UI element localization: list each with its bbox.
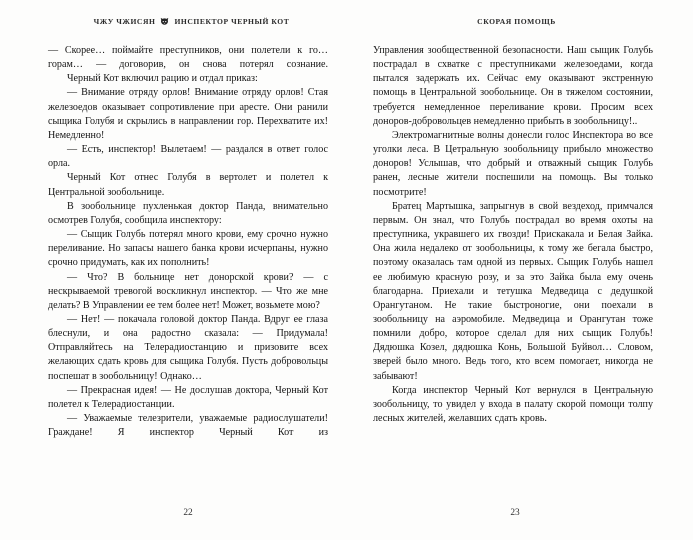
paragraph: — Прекрасная идея! — Не дослушав доктора, Черный Кот полетел к Телерадиостанции. (48, 384, 328, 410)
running-head-title: ИНСПЕКТОР ЧЕРНЫЙ КОТ (174, 16, 290, 26)
paragraph: Управления зообщественной безопасности. Наш сыщик Голубь пострадал в схватке с преступниками железоедами, когда пытался задержать их. Сейчас ему оказывают экстренную помощь в Центральной зообольнице. Он в тяжелом состоянии, требуется немедленное переливание крови. Просим всех доноров-добровольцев немедленно прибыть в зообольницу!.. (373, 45, 653, 127)
page-number-right: 23 (510, 508, 520, 518)
paragraph: — Что? В больнице нет донорской крови? — с нескрываемой тревогой воскликнул инспектор. — Что же мне делать? В Управлении ее тем более нет! Может, возьмете мою? (48, 271, 328, 311)
paragraph: — Есть, инспектор! Вылетаем! — раздался в ответ голос орла. (48, 144, 328, 170)
paragraph: Братец Мартышка, запрыгнув в свой вездеход, примчался первым. Он знал, что Голубь пострадал во время охоты на преступника, укравшего их гвозди! Прискакала и Белая Зайка. Она жила недалеко от зообольницы, к тому же бегала быстро, поэтому оказалась там одной из первых. Сыщик Голубь нашел ее любимую красную розу, и за это Зайка была ему очень благодарна. Приехали и тетушка Медведица с дедушкой Орангутаном. Не такие быстроногие, они поехали в зообольницу на аэромобиле. Медведица и Орангутан тоже помнили добро, которое сделал для них сыщик Голубь! Дядюшка Козел, дядюшка Конь, Большой Буйвол… Словом, зверей было много. Ведь того, кто всем помогает, никогда не забывают! (373, 200, 653, 382)
running-head-author: ЧЖУ ЧЖИСЯН (93, 16, 156, 26)
paragraph: — Уважаемые телезрители, уважаемые радиослушатели! Граждане! Я инспектор Черный Кот из (48, 413, 328, 439)
paragraph: Электромагнитные волны донесли голос Инспектора во все уголки леса. В Цетральную зообольницу прибыло множество доноров! Услышав, что добрый и отважный сыщик Голубь ранен, лесные жители поспешили на помощь. Вы только посмотрите! (373, 129, 653, 198)
paragraph: — Сыщик Голубь потерял много крови, ему срочно нужно переливание. Но запасы нашего банка крови исчерпаны, нужно срочно придумать, как их пополнить! (48, 229, 328, 269)
paragraph: — Скорее… поймайте преступников, они полетели к го… горам… — договорив, он снова потерял сознание. (48, 45, 328, 71)
paragraph: — Внимание отряду орлов! Внимание отряду орлов! Стая железоедов оказывает сопротивление при аресте. Они ранили сыщика Голубя и скрылись в направлении гор. Перехватите их! Немедленно! (48, 87, 328, 141)
page-number-left: 22 (183, 508, 193, 518)
running-head-chapter-title: СКОРАЯ ПОМОЩЬ (477, 16, 556, 26)
running-head-right (373, 14, 660, 28)
paragraph: — Нет! — покачала головой доктор Панда. Вдруг ее глаза блеснули, и она радостно сказала: — Придумала! Отправляйтесь на Телерадиостанцию и призовите всех желающих сдать кровь для сыщика Голубя. Пусть добровольцы поспешат в зообольницу! Однако… (48, 313, 328, 382)
paragraph: Черный Кот отнес Голубя в вертолет и полетел к Центральной зообольнице. (48, 172, 328, 198)
left-page-text-column (48, 44, 328, 440)
paragraph: Когда инспектор Черный Кот вернулся в Центральную зообольницу, то увидел у входа в палату скорой помощи толпу лесных жителей, желавших сдать кровь. (373, 384, 653, 425)
cat-head-icon (160, 17, 169, 26)
running-head-left (48, 14, 335, 28)
paragraph: В зообольнице пухленькая доктор Панда, внимательно осмотрев Голубя, сообщила инспектору: (48, 200, 328, 226)
paragraph: Черный Кот включил рацию и отдал приказ: (67, 73, 258, 85)
right-page-text-column (373, 44, 653, 426)
